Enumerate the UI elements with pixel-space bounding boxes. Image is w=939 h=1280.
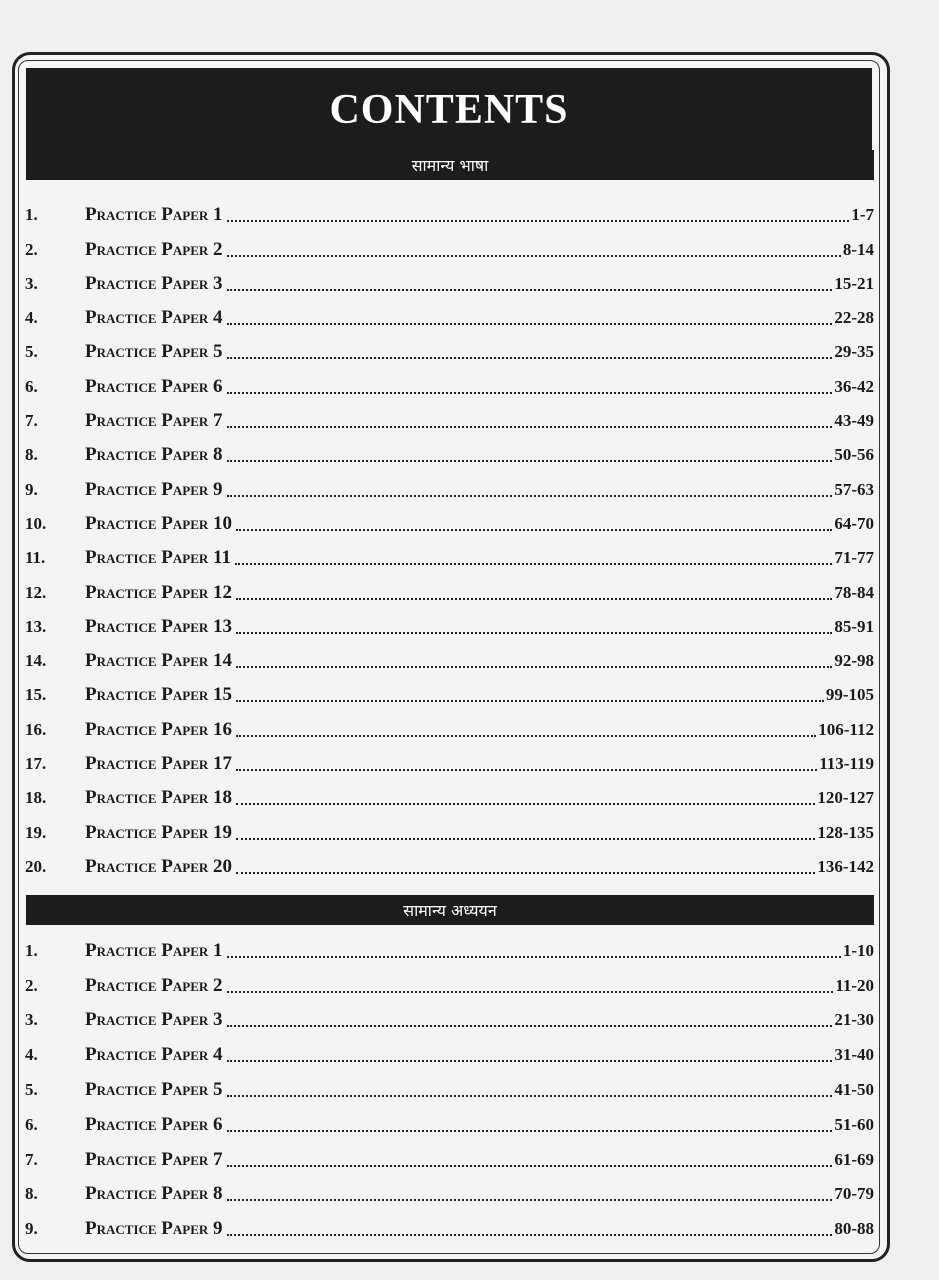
dot-leader (227, 1025, 833, 1027)
entry-title: Practice Paper 8 (85, 444, 223, 466)
dot-leader (227, 392, 833, 394)
entry-page-range: 61-69 (834, 1149, 874, 1169)
entry-title: Practice Paper 2 (85, 238, 223, 260)
entry-number: 2. (25, 239, 38, 259)
toc-entry[interactable] (24, 673, 874, 707)
section-heading: सामान्य अध्ययन (403, 901, 497, 920)
entry-number: 5. (25, 1079, 38, 1099)
title-banner (26, 68, 872, 152)
toc-entry[interactable] (24, 845, 874, 879)
toc-entry[interactable] (24, 262, 874, 296)
toc-entry[interactable] (24, 810, 874, 844)
entry-title: Practice Paper 5 (85, 1078, 223, 1100)
toc-entry[interactable] (24, 364, 874, 398)
section-heading-bar (26, 895, 874, 925)
entry-title: Practice Paper 1 (85, 939, 223, 961)
toc-entry[interactable] (24, 227, 874, 261)
toc-entry[interactable] (24, 193, 874, 227)
entry-page-range: 31-40 (834, 1045, 874, 1065)
entry-page-range: 21-30 (834, 1010, 874, 1030)
entry-number: 4. (25, 308, 38, 328)
entry-number: 12. (25, 582, 47, 602)
toc-entry[interactable] (24, 296, 874, 330)
toc-entry[interactable] (24, 639, 874, 673)
entry-title: Practice Paper 4 (85, 1044, 223, 1066)
entry-page-range: 8-14 (842, 239, 874, 259)
dot-leader (227, 460, 833, 462)
entry-title: Practice Paper 14 (85, 650, 233, 672)
page-title: CONTENTS (329, 87, 569, 133)
entry-title: Practice Paper 8 (85, 1183, 223, 1205)
dot-leader (227, 220, 850, 222)
entry-number: 3. (25, 273, 38, 293)
toc-entry[interactable] (24, 707, 874, 741)
toc-entry[interactable] (24, 399, 874, 433)
entry-number: 6. (25, 1114, 38, 1134)
entry-number: 7. (25, 411, 38, 431)
entry-title: Practice Paper 5 (85, 341, 223, 363)
toc-entry[interactable] (24, 1032, 874, 1067)
dot-leader (227, 956, 841, 958)
toc-entry[interactable] (24, 536, 874, 570)
entry-page-range: 136-142 (817, 856, 874, 876)
entry-number: 7. (25, 1149, 38, 1169)
entry-number: 9. (25, 1219, 38, 1239)
entry-number: 15. (25, 685, 47, 705)
dot-leader (227, 426, 833, 428)
entry-title: Practice Paper 17 (85, 753, 233, 775)
entry-title: Practice Paper 7 (85, 410, 223, 432)
toc-entry[interactable] (24, 605, 874, 639)
toc-entry[interactable] (24, 467, 874, 501)
entry-number: 3. (25, 1010, 38, 1030)
entry-number: 17. (25, 754, 47, 774)
dot-leader (236, 666, 832, 668)
toc-entry[interactable] (24, 776, 874, 810)
toc-entry[interactable] (24, 502, 874, 536)
entry-title: Practice Paper 9 (85, 1218, 223, 1240)
entry-title: Practice Paper 4 (85, 307, 223, 329)
dot-leader (227, 1130, 833, 1132)
entry-number: 9. (25, 479, 38, 499)
entry-page-range: 50-56 (834, 445, 874, 465)
entry-title: Practice Paper 2 (85, 974, 223, 996)
entry-page-range: 106-112 (818, 719, 874, 739)
entry-number: 8. (25, 445, 38, 465)
entry-number: 5. (25, 342, 38, 362)
entry-number: 14. (25, 651, 47, 671)
toc-list-general-studies (24, 928, 874, 1241)
dot-leader (236, 632, 832, 634)
entry-page-range: 71-77 (834, 548, 874, 568)
entry-page-range: 1-7 (851, 205, 874, 225)
toc-entry[interactable] (24, 1206, 874, 1241)
entry-title: Practice Paper 3 (85, 272, 223, 294)
entry-number: 4. (25, 1045, 38, 1065)
entry-title: Practice Paper 18 (85, 787, 233, 809)
dot-leader (227, 323, 833, 325)
entry-title: Practice Paper 20 (85, 855, 233, 877)
toc-entry[interactable] (24, 928, 874, 963)
entry-page-range: 128-135 (817, 822, 874, 842)
dot-leader (227, 289, 833, 291)
entry-page-range: 92-98 (834, 651, 874, 671)
entry-number: 8. (25, 1184, 38, 1204)
entry-page-range: 41-50 (834, 1079, 874, 1099)
dot-leader (227, 1234, 833, 1236)
entry-page-range: 11-20 (835, 975, 874, 995)
entry-page-range: 113-119 (819, 754, 874, 774)
entry-page-range: 70-79 (834, 1184, 874, 1204)
dot-leader (236, 529, 832, 531)
toc-list-general-language (24, 193, 874, 879)
dot-leader (227, 357, 833, 359)
entry-page-range: 15-21 (834, 273, 874, 293)
entry-page-range: 120-127 (817, 788, 874, 808)
dot-leader (227, 495, 833, 497)
section-heading-bar (26, 150, 874, 180)
entry-title: Practice Paper 6 (85, 1113, 223, 1135)
toc-entry[interactable] (24, 1102, 874, 1137)
entry-title: Practice Paper 15 (85, 684, 233, 706)
entry-title: Practice Paper 3 (85, 1009, 223, 1031)
dot-leader (227, 991, 834, 993)
entry-number: 20. (25, 856, 47, 876)
toc-entry[interactable] (24, 570, 874, 604)
entry-title: Practice Paper 1 (85, 204, 223, 226)
entry-number: 18. (25, 788, 47, 808)
entry-page-range: 51-60 (834, 1114, 874, 1134)
toc-entry[interactable] (24, 433, 874, 467)
entry-page-range: 64-70 (834, 513, 874, 533)
entry-number: 1. (25, 940, 38, 960)
entry-number: 13. (25, 616, 47, 636)
dot-leader (236, 838, 815, 840)
toc-entry[interactable] (24, 742, 874, 776)
dot-leader (235, 563, 832, 565)
entry-page-range: 57-63 (834, 479, 874, 499)
entry-title: Practice Paper 12 (85, 581, 233, 603)
toc-entry[interactable] (24, 1137, 874, 1172)
entry-page-range: 22-28 (834, 308, 874, 328)
dot-leader (227, 255, 841, 257)
dot-leader (227, 1095, 833, 1097)
entry-number: 1. (25, 205, 38, 225)
dot-leader (236, 872, 815, 874)
entry-title: Practice Paper 16 (85, 718, 233, 740)
entry-title: Practice Paper 13 (85, 615, 233, 637)
entry-title: Practice Paper 10 (85, 512, 233, 534)
dot-leader (227, 1199, 833, 1201)
entry-page-range: 80-88 (834, 1219, 874, 1239)
entry-title: Practice Paper 19 (85, 821, 233, 843)
dot-leader (236, 598, 832, 600)
entry-number: 19. (25, 822, 47, 842)
entry-number: 10. (25, 513, 47, 533)
entry-title: Practice Paper 11 (85, 547, 232, 569)
section-heading: सामान्य भाषा (411, 156, 489, 175)
toc-entry[interactable] (24, 330, 874, 364)
toc-entry[interactable] (24, 963, 874, 998)
dot-leader (236, 700, 824, 702)
dot-leader (227, 1165, 833, 1167)
entry-page-range: 85-91 (834, 616, 874, 636)
dot-leader (236, 769, 817, 771)
toc-entry[interactable] (24, 1067, 874, 1102)
entry-title: Practice Paper 7 (85, 1148, 223, 1170)
toc-entry[interactable] (24, 1172, 874, 1207)
entry-title: Practice Paper 6 (85, 375, 223, 397)
dot-leader (227, 1060, 833, 1062)
entry-number: 11. (25, 548, 46, 568)
entry-page-range: 1-10 (842, 940, 874, 960)
entry-number: 16. (25, 719, 47, 739)
entry-page-range: 99-105 (825, 685, 874, 705)
toc-entry[interactable] (24, 998, 874, 1033)
entry-title: Practice Paper 9 (85, 478, 223, 500)
entry-page-range: 78-84 (834, 582, 874, 602)
entry-number: 6. (25, 376, 38, 396)
entry-page-range: 36-42 (834, 376, 874, 396)
entry-page-range: 43-49 (834, 411, 874, 431)
entry-number: 2. (25, 975, 38, 995)
dot-leader (236, 803, 815, 805)
entry-page-range: 29-35 (834, 342, 874, 362)
dot-leader (236, 735, 816, 737)
